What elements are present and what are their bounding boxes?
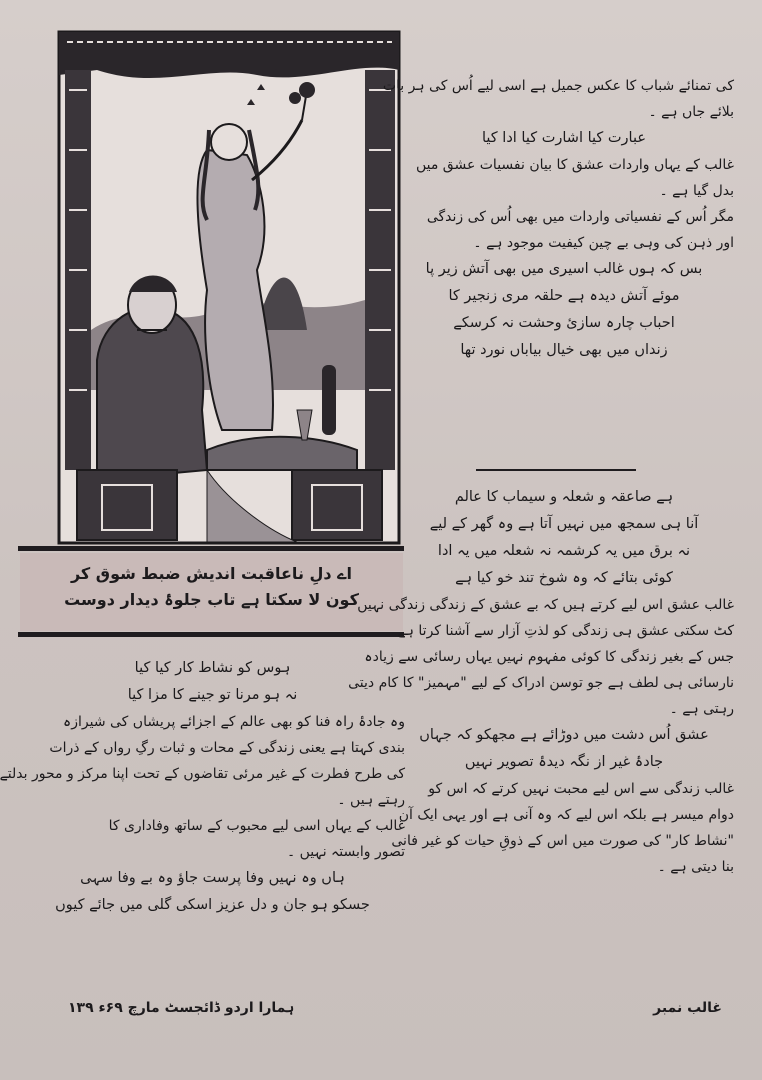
footer-publication: ہمارا اردو ڈائجسٹ مارچ ۶۹ء ۱۳۹ xyxy=(68,1000,295,1016)
caption-line-2: کون لا سکتا ہے تاب جلوۂ دیدار دوست xyxy=(64,590,359,609)
verse-line: احباب چارہ سازیٔ وحشت نہ کرسکے xyxy=(453,315,675,331)
verse-line: جادۂ غیر از نگہ دیدۂ تصویر نہیں xyxy=(464,754,664,770)
caption-top-rule xyxy=(18,546,404,551)
text-line: غالب زندگی سے اس لیے محبت نہیں کرتے کہ اس کو xyxy=(428,781,734,797)
verse-line: آنا ہی سمجھ میں نہیں آتا ہے وہ گھر کے لیے xyxy=(429,516,699,532)
text-line: کی طرح فطرت کے غیر مرئی تقاضوں کے تحت اپنا مرکز و محور بدلتے xyxy=(0,766,405,782)
section-divider xyxy=(476,469,636,471)
text-line: وہ جادۂ راہ فنا کو بھی عالم کے اجزائے پریشاں کی شیرازہ xyxy=(63,714,405,730)
verse-line: ہے صاعقہ و شعلہ و سیماب کا عالم xyxy=(454,489,674,505)
verse-line: عبارت کیا اشارت کیا ادا کیا xyxy=(482,130,646,146)
text-line: رہتی ہے ۔ xyxy=(669,701,734,717)
text-line: کٹ سکتی عشق ہی زندگی کو لذتِ آزار سے آشنا کرتا ہے xyxy=(397,623,734,639)
text-line: مگر اُس کے نفسیاتی واردات میں بھی اُس کی زندگی xyxy=(426,209,734,225)
text-line: تصور وابستہ نہیں ۔ xyxy=(286,844,405,860)
verse-line: عشق اُس دشت میں دوڑائے ہے مجھکو کہ جہاں xyxy=(419,727,709,743)
text-line: غالب کے یہاں واردات عشق کا بیان نفسیات عشق میں xyxy=(415,157,734,173)
text-line: غالب کے یہاں اسی لیے محبوب کے ساتھ وفاداری کا xyxy=(108,818,405,834)
caption-line-1: اے دلِ ناعاقبت اندیش ضبط شوق کر xyxy=(70,564,353,583)
verse-line: بس کہ ہوں غالب اسیری میں بھی آتش زیر پا xyxy=(425,261,703,277)
text-line: اور ذہن کی وہی بے چین کیفیت موجود ہے ۔ xyxy=(473,235,734,251)
text-line: رہتے ہیں ۔ xyxy=(337,792,405,808)
verse-line: کوئی بتائے کہ وہ شوخ تند خو کیا ہے xyxy=(455,570,673,586)
text-line: بندی کہتا ہے یعنی زندگی کے محات و ثبات رگِ رواں کے ذرات xyxy=(49,740,405,756)
caption-bottom-rule xyxy=(18,632,404,637)
text-line: بنا دیتی ہے ۔ xyxy=(657,859,734,875)
verse-line: زنداں میں بھی خیال بیاباں نورد تھا xyxy=(460,342,668,358)
illustration-poet-and-muse xyxy=(57,30,401,545)
text-line: "نشاط کار" کی صورت میں اس کے ذوقِ حیات کو غیر فانی xyxy=(391,833,734,849)
text-line: بدل گیا ہے ۔ xyxy=(659,183,734,199)
verse-line: موئے آتش دیدہ ہے حلقہ مری زنجیر کا xyxy=(448,288,680,304)
text-line: غالب عشق اس لیے کرتے ہیں کہ بے عشق کے زندگی زندگی نہیں xyxy=(357,597,734,613)
verse-line: ہوس کو نشاط کار کیا کیا xyxy=(134,660,291,676)
text-line: جس کے بغیر زندگی کا کوئی مفہوم نہیں یہاں رسائی سے زیادہ xyxy=(364,649,734,665)
illustration-caption xyxy=(20,553,403,631)
text-line: نارسائی ہی لطف ہے جو توسن ادراک کے لیے "مہمیز" کا کام دیتی xyxy=(348,675,734,691)
text-line: دوام میسر ہے بلکہ اس لیے کہ وہ آنی ہے اور یہی ایک آن xyxy=(398,807,734,823)
verse-line: ہاں وہ نہیں وفا پرست جاؤ وہ بے وفا سہی xyxy=(80,870,345,886)
right-column xyxy=(382,73,734,364)
text-line: کی تمنائے شباب کا عکس جمیل ہے اسی لیے اُس کی ہر بات xyxy=(382,78,734,94)
verse-line: جسکو ہو جان و دل عزیز اسکی گلی میں جائے کیوں xyxy=(55,897,370,913)
left-column xyxy=(0,655,405,919)
text-line: بلائے جاں ہے ۔ xyxy=(648,104,734,120)
verse-line: نہ ہو مرنا تو جینے کا مزا کیا xyxy=(127,687,298,703)
footer-issue-title: غالب نمبر xyxy=(653,1000,722,1016)
verse-line: نہ برق میں یہ کرشمہ نہ شعلہ میں یہ ادا xyxy=(437,543,691,559)
